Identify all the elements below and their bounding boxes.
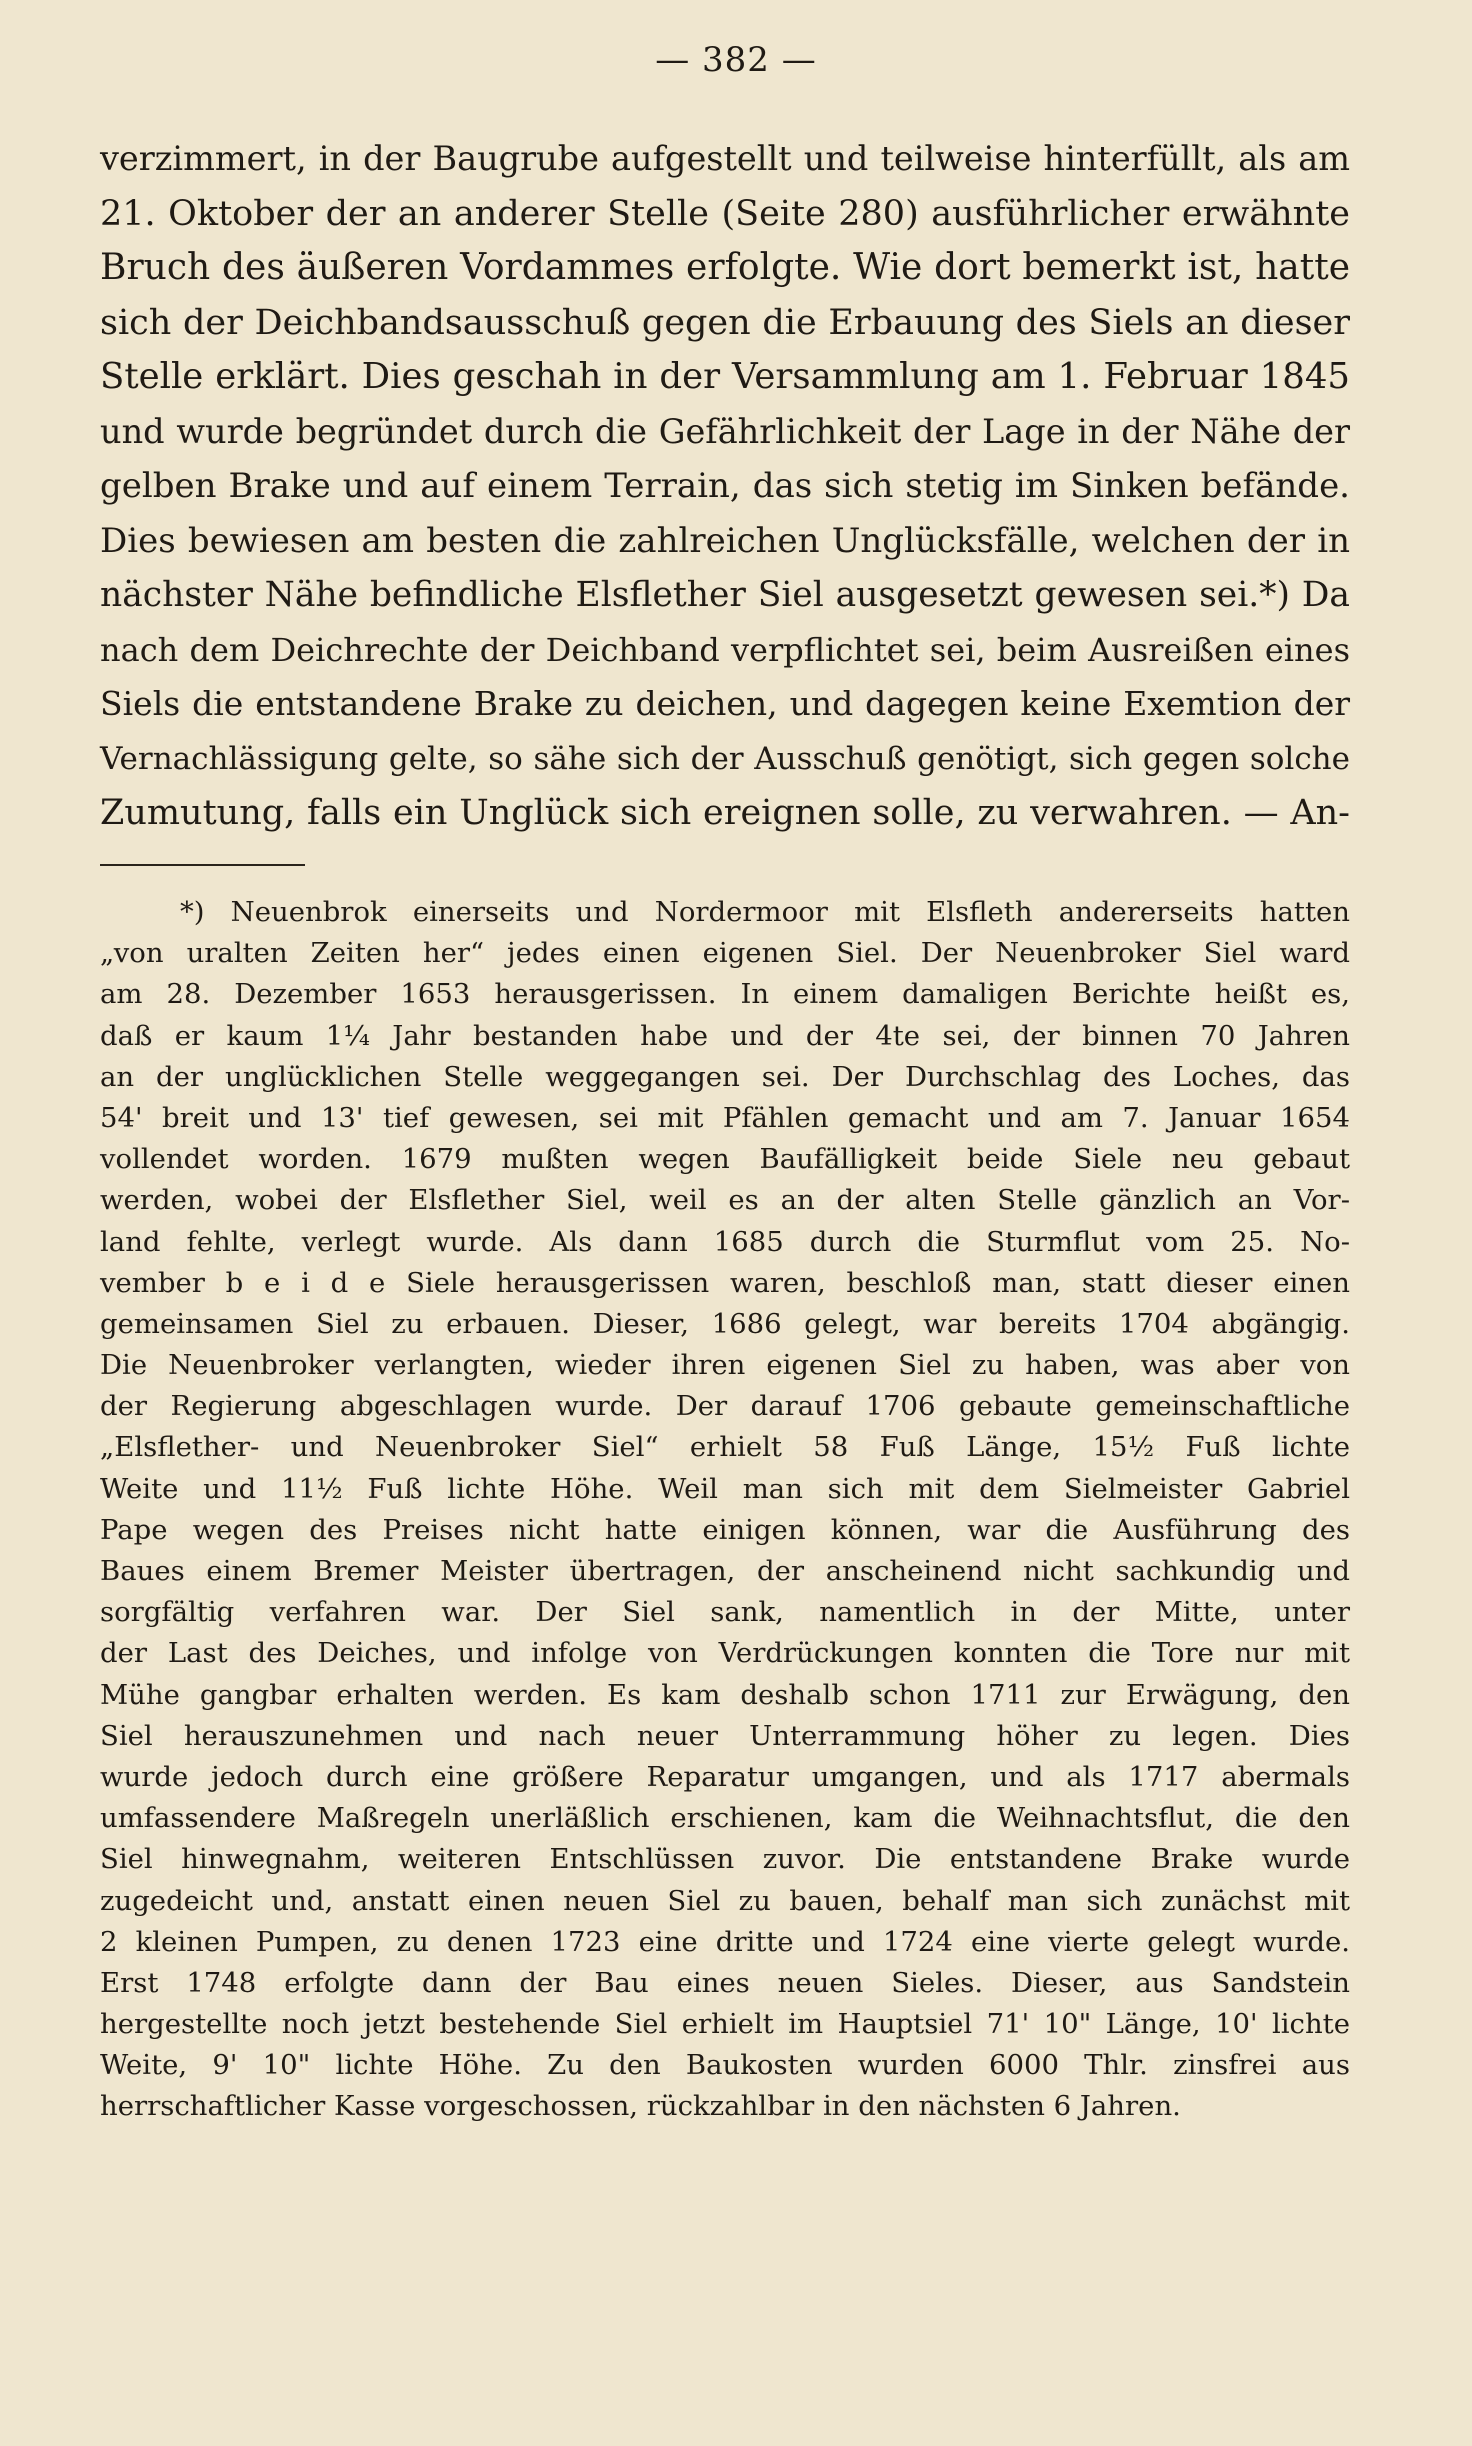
footnote-line: „von uralten Zeiten her“ jedes einen eigenen Siel. Der Neuenbroker Siel ward [100, 937, 1350, 970]
footnote-divider [100, 864, 305, 866]
text-line: gelben Brake und auf einem Terrain, das sich stetig im Sinken befände. [100, 466, 1350, 506]
footnote-line: gemeinsamen Siel zu erbauen. Dieser, 1686 gelegt, war bereits 1704 abgängig. [100, 1307, 1350, 1340]
text-line: 21. Oktober der an anderer Stelle (Seite 280) ausführlicher erwähnte [100, 193, 1350, 234]
footnote-line: sorgfältig verfahren war. Der Siel sank, namentlich in der Mitte, unter [100, 1596, 1350, 1629]
footnote-line: am 28. Dezember 1653 herausgerissen. In einem damaligen Berichte heißt es, [100, 978, 1350, 1011]
footnote-line: Weite und 11½ Fuß lichte Höhe. Weil man sich mit dem Sielmeister Gabriel [100, 1472, 1350, 1505]
footnote-line: land fehlte, verlegt wurde. Als dann 1685 durch die Sturmflut vom 25. No- [100, 1225, 1350, 1258]
footnote-line: an der unglücklichen Stelle weggegangen sei. Der Durchschlag des Loches, das [100, 1060, 1350, 1093]
footnote-line: 2 kleinen Pumpen, zu denen 1723 eine dritte und 1724 eine vierte gelegt wurde. [100, 1925, 1350, 1958]
footnote-line: Die Neuenbroker verlangten, wieder ihren eigenen Siel zu haben, was aber von [100, 1349, 1350, 1382]
footnote [100, 892, 1350, 2128]
footnote-line: vember b e i d e Siele herausgerissen waren, beschloß man, statt dieser einen [100, 1266, 1350, 1299]
text-line: nach dem Deichrechte der Deichband verpflichtet sei, beim Ausreißen eines [100, 630, 1350, 669]
text-line: Siels die entstandene Brake zu deichen, und dagegen keine Exemtion der [100, 684, 1350, 723]
footnote-line: Siel herauszunehmen und nach neuer Unterrammung höher zu legen. Dies [100, 1719, 1350, 1752]
text-line: verzimmert, in der Baugrube aufgestellt und teilweise hinterfüllt, als am [100, 139, 1350, 178]
footnote-line: vollendet worden. 1679 mußten wegen Baufälligkeit beide Siele neu gebaut [100, 1143, 1350, 1176]
footnote-line: Mühe gangbar erhalten werden. Es kam deshalb schon 1711 zur Erwägung, den [100, 1678, 1350, 1711]
footnote-line: Baues einem Bremer Meister übertragen, der anscheinend nicht sachkundig und [100, 1555, 1350, 1587]
footnote-line: Pape wegen des Preises nicht hatte einigen können, war die Ausführung des [100, 1513, 1350, 1546]
footnote-line: werden, wobei der Elsflether Siel, weil es an der alten Stelle gänzlich an Vor- [100, 1184, 1350, 1217]
footnote-line: Weite, 9' 10" lichte Höhe. Zu den Baukosten wurden 6000 Thlr. zinsfrei aus [100, 2049, 1350, 2082]
text-line: und wurde begründet durch die Gefährlichkeit der Lage in der Nähe der [100, 411, 1350, 451]
footnote-line: umfassendere Maßregeln unerläßlich erschienen, kam die Weihnachtsflut, die den [100, 1802, 1350, 1835]
main-text [100, 132, 1350, 841]
footnote-line: zugedeicht und, anstatt einen neuen Siel zu bauen, behalf man sich zunächst mit [100, 1884, 1350, 1917]
text-line: sich der Deichbandsausschuß gegen die Erbauung des Siels an dieser [100, 302, 1350, 343]
footnote-line: „Elsflether- und Neuenbroker Siel“ erhielt 58 Fuß Länge, 15½ Fuß lichte [100, 1431, 1350, 1464]
text-line: nächster Nähe befindliche Elsflether Siel ausgesetzt gewesen sei.*) Da [100, 575, 1350, 615]
footnote-line: hergestellte noch jetzt bestehende Siel erhielt im Hauptsiel 71' 10" Länge, 10' lichte [100, 2008, 1350, 2041]
text-line: Vernachlässigung gelte, so sähe sich der Ausschuß genötigt, sich gegen solche [100, 740, 1350, 777]
footnote-line: Erst 1748 erfolgte dann der Bau eines neuen Sieles. Dieser, aus Sandstein [100, 1966, 1350, 1999]
page-number: — 382 — [655, 40, 817, 80]
footnote-line: 54' breit und 13' tief gewesen, sei mit Pfählen gemacht und am 7. Januar 1654 [100, 1101, 1350, 1134]
footnote-line: der Regierung abgeschlagen wurde. Der darauf 1706 gebaute gemeinschaftliche [100, 1390, 1350, 1423]
footnote-line: *) Neuenbrok einerseits und Nordermoor mit Elsfleth andererseits hatten [180, 896, 1350, 928]
footnote-line: der Last des Deiches, und infolge von Verdrückungen konnten die Tore nur mit [100, 1637, 1350, 1670]
text-line: Bruch des äußeren Vordammes erfolgte. Wie dort bemerkt ist, hatte [100, 247, 1350, 288]
text-line: Stelle erklärt. Dies geschah in der Versammlung am 1. Februar 1845 [100, 356, 1350, 397]
footnote-line: daß er kaum 1¼ Jahr bestanden habe und der 4te sei, der binnen 70 Jahren [100, 1019, 1350, 1052]
text-line: Dies bewiesen am besten die zahlreichen Unglücksfälle, welchen der in [100, 520, 1350, 561]
text-line: Zumutung, falls ein Unglück sich ereignen solle, zu verwahren. — An- [100, 793, 1350, 833]
footnote-line: wurde jedoch durch eine größere Reparatur umgangen, und als 1717 abermals [100, 1760, 1350, 1793]
footnote-line: Siel hinwegnahm, weiteren Entschlüssen zuvor. Die entstandene Brake wurde [100, 1843, 1350, 1876]
footnote-line: herrschaftlicher Kasse vorgeschossen, rückzahlbar in den nächsten 6 Jahren. [100, 2090, 1181, 2123]
